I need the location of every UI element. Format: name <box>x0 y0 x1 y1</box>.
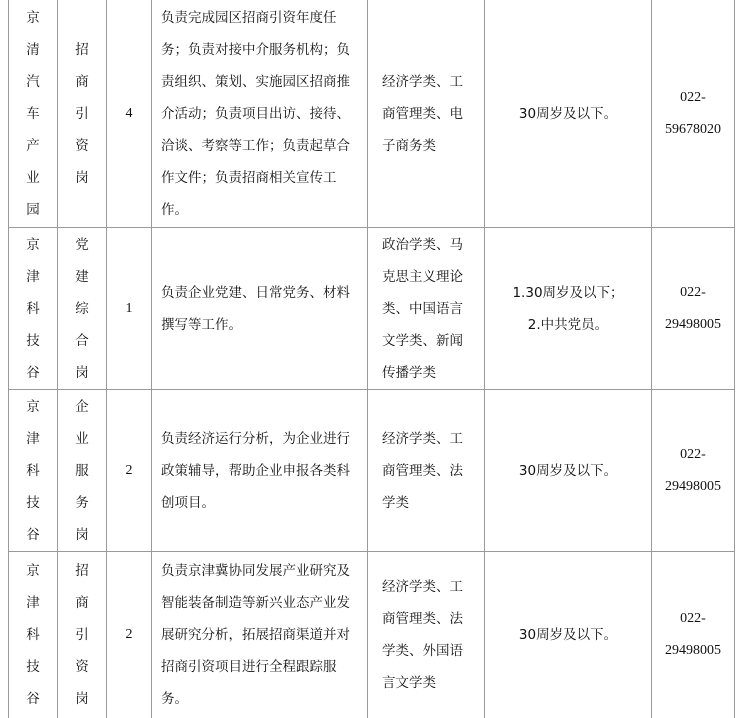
post-char: 综 <box>75 300 89 317</box>
unit-char: 京 <box>26 236 40 253</box>
post-char: 商 <box>75 594 89 611</box>
duty-cell: 负责京津冀协同发展产业研究及智能装备制造等新兴业态产业发展研究分析，拓展招商渠道并对招商引资项目进行全程跟踪服务。 <box>152 552 368 718</box>
unit-char: 技 <box>26 658 40 675</box>
count-cell: 4 <box>107 0 152 228</box>
unit-char: 技 <box>26 494 40 511</box>
post-char: 务 <box>75 494 89 511</box>
post-char: 招 <box>75 41 89 58</box>
requirement-cell <box>485 228 652 390</box>
req-char: 1.30周岁及以下； <box>512 284 624 301</box>
unit-char: 科 <box>26 462 40 479</box>
positions-table <box>8 0 735 718</box>
phone-cell <box>652 228 735 390</box>
phone-cell <box>652 390 735 552</box>
req-char: 30周岁及以下。 <box>518 462 618 479</box>
duty-cell: 负责企业党建、日常党务、材料撰写等工作。 <box>152 228 368 390</box>
unit-char: 谷 <box>26 690 40 707</box>
tel-char: 022- <box>680 89 706 105</box>
post-char: 合 <box>75 332 89 349</box>
tel-char: 022- <box>680 284 706 300</box>
requirement-cell <box>485 390 652 552</box>
unit-cell <box>9 552 58 718</box>
post-cell <box>58 390 107 552</box>
unit-char: 科 <box>26 626 40 643</box>
requirement-cell <box>485 0 652 228</box>
unit-cell <box>9 228 58 390</box>
tel-char: 29498005 <box>665 478 721 494</box>
post-char: 资 <box>75 137 89 154</box>
unit-char: 谷 <box>26 364 40 381</box>
major-cell: 经济学类、工商管理类、法学类、外国语言文学类 <box>368 552 485 718</box>
unit-char: 车 <box>26 105 40 122</box>
unit-char: 科 <box>26 300 40 317</box>
req-char: 30周岁及以下。 <box>518 626 618 643</box>
post-char: 招 <box>75 562 89 579</box>
post-cell <box>58 552 107 718</box>
unit-char: 京 <box>26 398 40 415</box>
unit-cell <box>9 0 58 228</box>
unit-char: 园 <box>26 201 40 218</box>
unit-char: 产 <box>26 137 40 154</box>
post-char: 资 <box>75 658 89 675</box>
post-char: 建 <box>75 268 89 285</box>
post-char: 岗 <box>75 364 89 381</box>
phone-cell <box>652 552 735 718</box>
post-cell <box>58 228 107 390</box>
duty-cell: 负责经济运行分析，为企业进行政策辅导，帮助企业申报各类科创项目。 <box>152 390 368 552</box>
table-row <box>9 552 735 718</box>
tel-char: 022- <box>680 610 706 626</box>
tel-char: 022- <box>680 446 706 462</box>
count-cell: 2 <box>107 552 152 718</box>
positions-table-body <box>9 0 735 718</box>
unit-char: 津 <box>26 268 40 285</box>
unit-char: 京 <box>26 562 40 579</box>
post-char: 服 <box>75 462 89 479</box>
major-cell: 政治学类、马克思主义理论类、中国语言文学类、新闻传播学类 <box>368 228 485 390</box>
unit-char: 业 <box>26 169 40 186</box>
table-row <box>9 0 735 228</box>
tel-char: 59678020 <box>665 121 721 137</box>
duty-cell: 负责完成园区招商引资年度任务；负责对接中介服务机构；负责组织、策划、实施园区招商推介活动；负责项目出访、接待、洽谈、考察等工作；负责起草合作文件；负责招商相关宣传工作。 <box>152 0 368 228</box>
unit-char: 汽 <box>26 73 40 90</box>
table-row <box>9 390 735 552</box>
post-char: 商 <box>75 73 89 90</box>
unit-char: 技 <box>26 332 40 349</box>
unit-char: 清 <box>26 41 40 58</box>
table-row <box>9 228 735 390</box>
post-cell <box>58 0 107 228</box>
tel-char: 29498005 <box>665 642 721 658</box>
unit-char: 谷 <box>26 526 40 543</box>
post-char: 岗 <box>75 526 89 543</box>
req-char: 2.中共党员。 <box>527 316 609 333</box>
tel-char: 29498005 <box>665 316 721 332</box>
req-char: 30周岁及以下。 <box>518 105 618 122</box>
unit-char: 津 <box>26 430 40 447</box>
major-cell: 经济学类、工商管理类、电子商务类 <box>368 0 485 228</box>
post-char: 党 <box>75 236 89 253</box>
major-cell: 经济学类、工商管理类、法学类 <box>368 390 485 552</box>
count-cell: 2 <box>107 390 152 552</box>
post-char: 企 <box>75 398 89 415</box>
count-cell: 1 <box>107 228 152 390</box>
requirement-cell <box>485 552 652 718</box>
post-char: 业 <box>75 430 89 447</box>
post-char: 引 <box>75 626 89 643</box>
unit-char: 京 <box>26 9 40 26</box>
post-char: 引 <box>75 105 89 122</box>
phone-cell <box>652 0 735 228</box>
unit-char: 津 <box>26 594 40 611</box>
post-char: 岗 <box>75 169 89 186</box>
post-char: 岗 <box>75 690 89 707</box>
unit-cell <box>9 390 58 552</box>
